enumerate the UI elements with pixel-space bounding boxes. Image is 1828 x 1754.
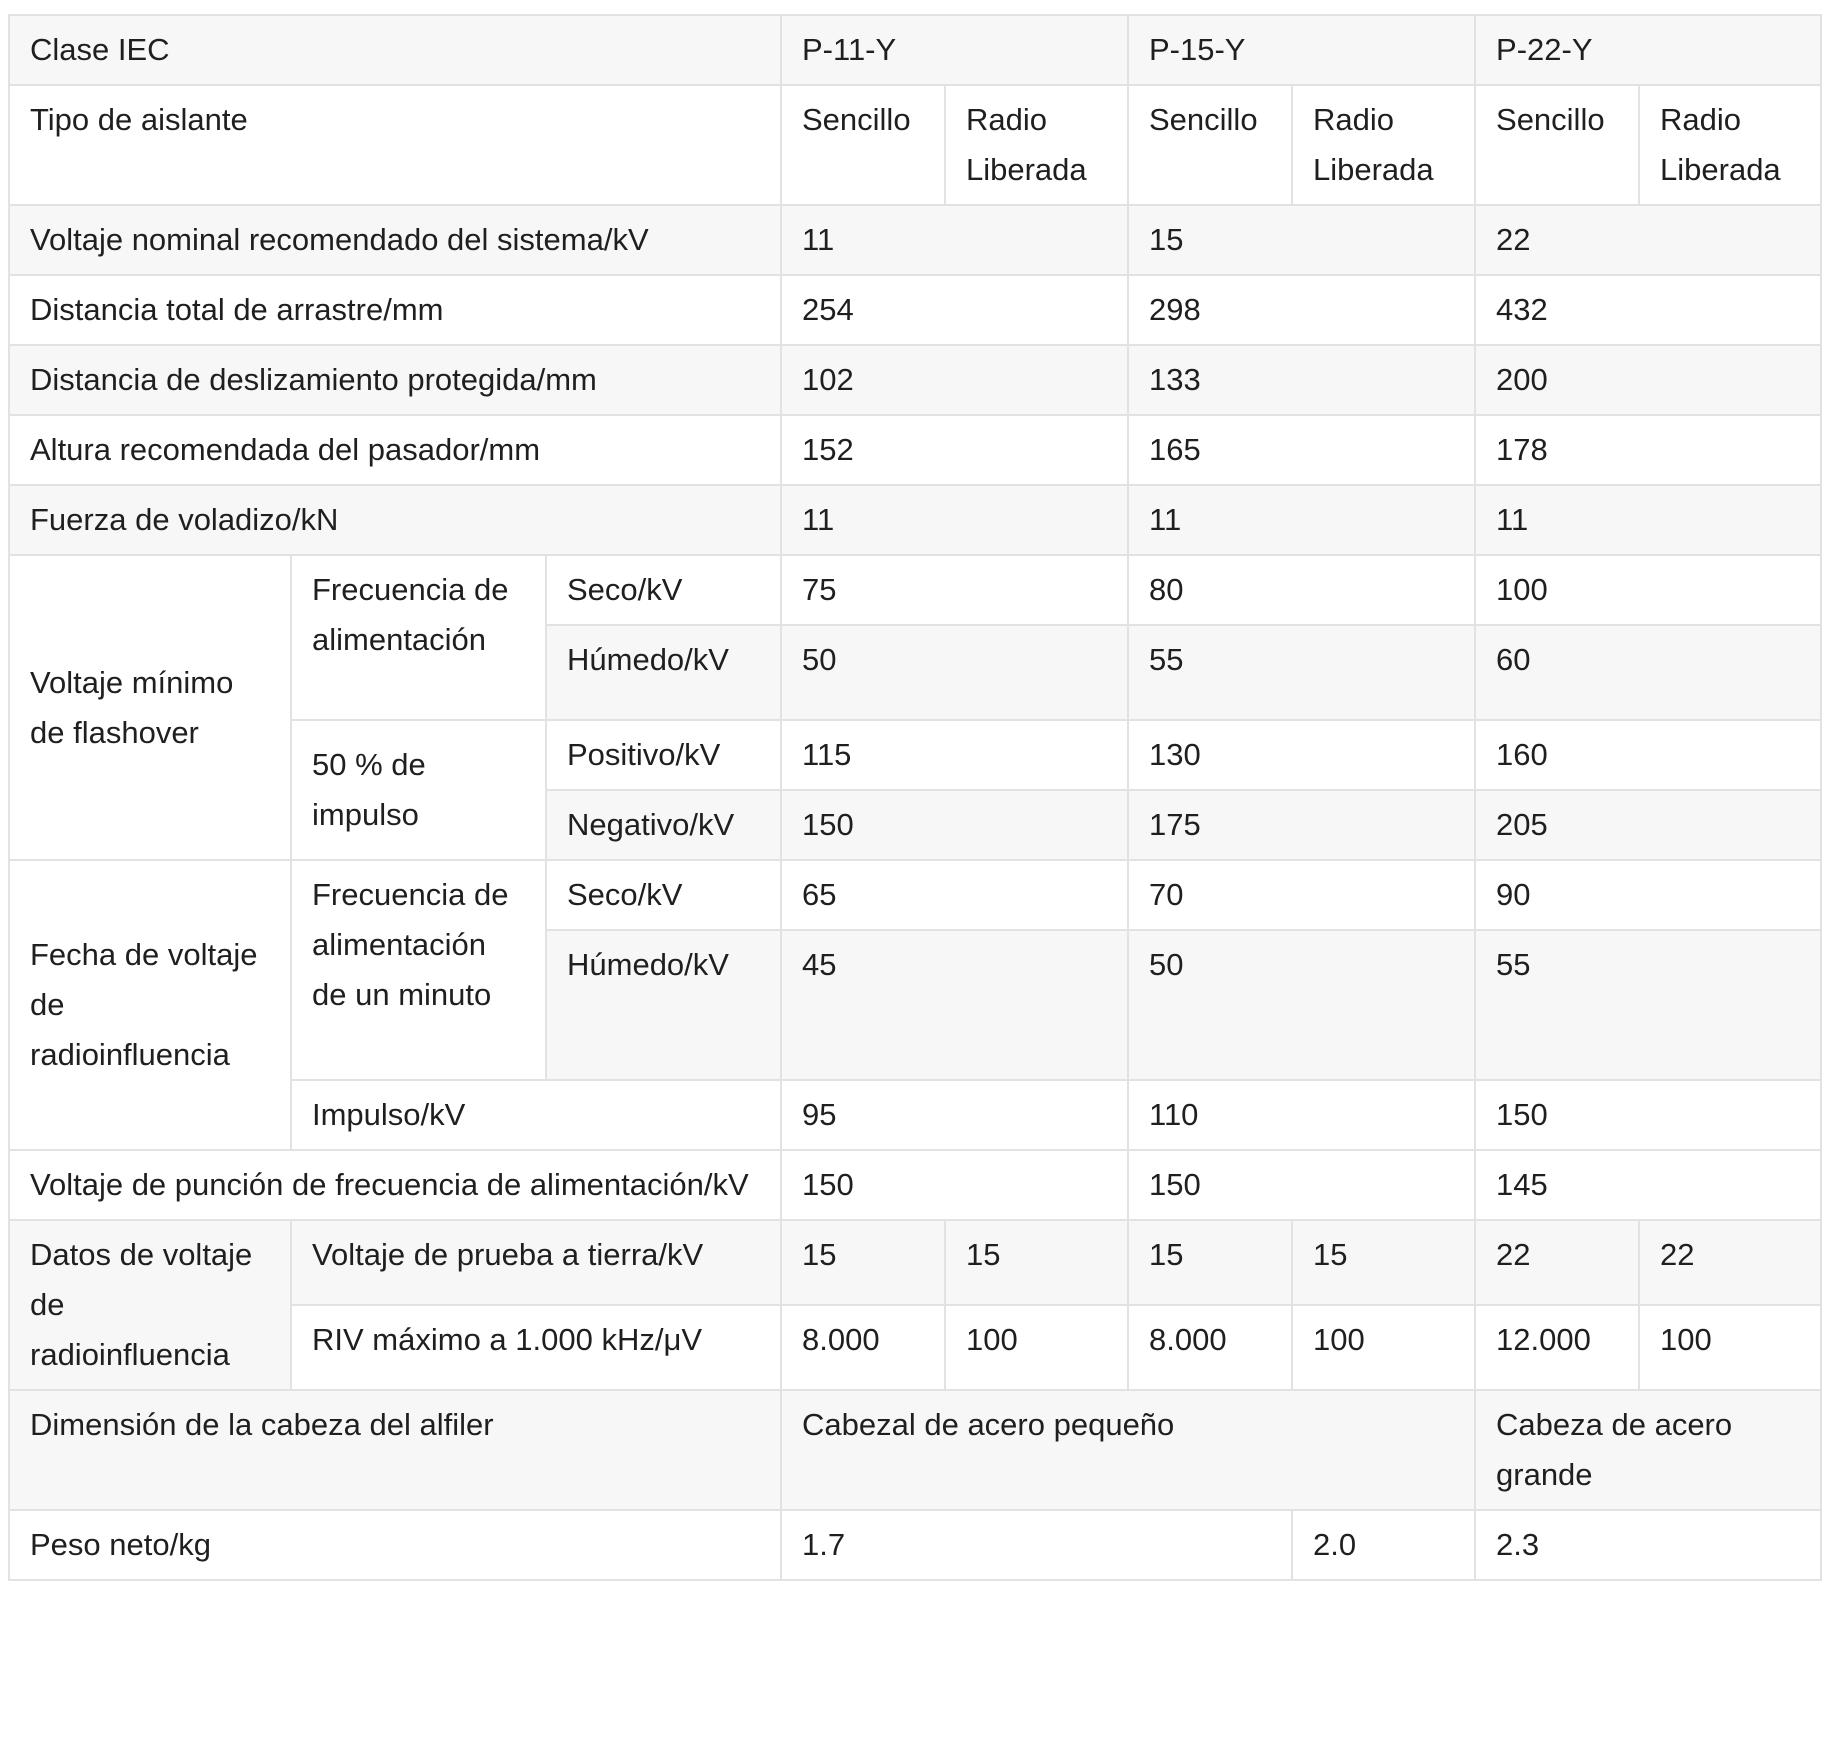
cell-value: 200 bbox=[1475, 345, 1821, 415]
cell-value: 22 bbox=[1475, 1220, 1639, 1305]
cell-value: 90 bbox=[1475, 860, 1821, 930]
table-row bbox=[9, 860, 1821, 930]
cell-value: 165 bbox=[1128, 415, 1475, 485]
sub-label-impulso-kv: Impulso/kV bbox=[291, 1080, 781, 1150]
cell-value: 102 bbox=[781, 345, 1128, 415]
row-label-datos-riv: Datos de voltaje de radioinfluencia bbox=[9, 1220, 291, 1390]
cell-value: 15 bbox=[1292, 1220, 1475, 1305]
sub-label-riv: RIV máximo a 1.000 kHz/μV bbox=[291, 1305, 781, 1390]
cell-value: Cabeza de acero grande bbox=[1475, 1390, 1821, 1510]
cell-value: 160 bbox=[1475, 720, 1821, 790]
cell-value: 254 bbox=[781, 275, 1128, 345]
header-p11: P-11-Y bbox=[781, 15, 1128, 85]
specifications-table bbox=[8, 14, 1822, 1581]
cell-value: 12.000 bbox=[1475, 1305, 1639, 1390]
table-row bbox=[9, 1510, 1821, 1580]
table-row bbox=[9, 205, 1821, 275]
cell-value: 8.000 bbox=[1128, 1305, 1292, 1390]
cell-value: 100 bbox=[1292, 1305, 1475, 1390]
cell-value: 70 bbox=[1128, 860, 1475, 930]
cell-value: 2.0 bbox=[1292, 1510, 1475, 1580]
cell-value: 11 bbox=[1128, 485, 1475, 555]
cell-value: 130 bbox=[1128, 720, 1475, 790]
cell-value: 298 bbox=[1128, 275, 1475, 345]
sub-label-positivo: Positivo/kV bbox=[546, 720, 781, 790]
row-label-cabeza: Dimensión de la cabeza del alfiler bbox=[9, 1390, 781, 1510]
cell-value: Cabezal de acero pequeño bbox=[781, 1390, 1475, 1510]
cell-value: 152 bbox=[781, 415, 1128, 485]
table-row bbox=[9, 345, 1821, 415]
cell-sencillo: Sencillo bbox=[781, 85, 945, 205]
row-label-voltaje-nominal: Voltaje nominal recomendado del sistema/kV bbox=[9, 205, 781, 275]
cell-value: 115 bbox=[781, 720, 1128, 790]
row-label-flashover: Voltaje mínimo de flashover bbox=[9, 555, 291, 860]
row-label-clase: Clase IEC bbox=[9, 15, 781, 85]
cell-value: 150 bbox=[781, 790, 1128, 860]
cell-value: 175 bbox=[1128, 790, 1475, 860]
table-row bbox=[9, 85, 1821, 205]
cell-value: 11 bbox=[781, 485, 1128, 555]
row-label-fuerza-voladizo: Fuerza de voladizo/kN bbox=[9, 485, 781, 555]
sub-label-humedo: Húmedo/kV bbox=[546, 625, 781, 720]
cell-radio-liberada: Radio Liberada bbox=[945, 85, 1128, 205]
cell-value: 65 bbox=[781, 860, 1128, 930]
row-label-puncion: Voltaje de punción de frecuencia de alimentación/kV bbox=[9, 1150, 781, 1220]
cell-value: 55 bbox=[1475, 930, 1821, 1080]
cell-value: 15 bbox=[1128, 205, 1475, 275]
table-row bbox=[9, 555, 1821, 625]
sub-label-impulso: 50 % de impulso bbox=[291, 720, 546, 860]
table-row bbox=[9, 15, 1821, 85]
cell-value: 145 bbox=[1475, 1150, 1821, 1220]
cell-value: 15 bbox=[1128, 1220, 1292, 1305]
table-row bbox=[9, 275, 1821, 345]
cell-value: 100 bbox=[1475, 555, 1821, 625]
cell-value: 8.000 bbox=[781, 1305, 945, 1390]
cell-sencillo: Sencillo bbox=[1128, 85, 1292, 205]
sub-label-humedo: Húmedo/kV bbox=[546, 930, 781, 1080]
cell-value: 11 bbox=[781, 205, 1128, 275]
sub-label-seco: Seco/kV bbox=[546, 555, 781, 625]
cell-value: 150 bbox=[1475, 1080, 1821, 1150]
sub-label-frecuencia: Frecuencia de alimentación bbox=[291, 555, 546, 720]
table-row bbox=[9, 485, 1821, 555]
row-label-peso: Peso neto/kg bbox=[9, 1510, 781, 1580]
sub-label-prueba: Voltaje de prueba a tierra/kV bbox=[291, 1220, 781, 1305]
cell-sencillo: Sencillo bbox=[1475, 85, 1639, 205]
row-label-altura-pasador: Altura recomendada del pasador/mm bbox=[9, 415, 781, 485]
cell-value: 55 bbox=[1128, 625, 1475, 720]
cell-value: 110 bbox=[1128, 1080, 1475, 1150]
cell-value: 133 bbox=[1128, 345, 1475, 415]
cell-radio-liberada: Radio Liberada bbox=[1292, 85, 1475, 205]
cell-radio-liberada: Radio Liberada bbox=[1639, 85, 1821, 205]
cell-value: 2.3 bbox=[1475, 1510, 1821, 1580]
table-row bbox=[9, 1220, 1821, 1305]
row-label-radioinfluencia: Fecha de voltaje de radioinfluencia bbox=[9, 860, 291, 1150]
table-row bbox=[9, 1390, 1821, 1510]
cell-value: 11 bbox=[1475, 485, 1821, 555]
header-p22: P-22-Y bbox=[1475, 15, 1821, 85]
cell-value: 1.7 bbox=[781, 1510, 1292, 1580]
sub-label-seco: Seco/kV bbox=[546, 860, 781, 930]
cell-value: 205 bbox=[1475, 790, 1821, 860]
sub-label-frecuencia-minuto: Frecuencia de alimentación de un minuto bbox=[291, 860, 546, 1080]
cell-value: 75 bbox=[781, 555, 1128, 625]
row-label-distancia-protegida: Distancia de deslizamiento protegida/mm bbox=[9, 345, 781, 415]
cell-value: 15 bbox=[945, 1220, 1128, 1305]
table-row bbox=[9, 1150, 1821, 1220]
spec-table-container bbox=[8, 14, 1822, 1581]
table-row bbox=[9, 415, 1821, 485]
cell-value: 150 bbox=[1128, 1150, 1475, 1220]
sub-label-negativo: Negativo/kV bbox=[546, 790, 781, 860]
cell-value: 432 bbox=[1475, 275, 1821, 345]
cell-value: 50 bbox=[1128, 930, 1475, 1080]
row-label-distancia-total: Distancia total de arrastre/mm bbox=[9, 275, 781, 345]
cell-value: 100 bbox=[945, 1305, 1128, 1390]
cell-value: 15 bbox=[781, 1220, 945, 1305]
header-p15: P-15-Y bbox=[1128, 15, 1475, 85]
cell-value: 50 bbox=[781, 625, 1128, 720]
cell-value: 22 bbox=[1639, 1220, 1821, 1305]
cell-value: 100 bbox=[1639, 1305, 1821, 1390]
cell-value: 150 bbox=[781, 1150, 1128, 1220]
cell-value: 22 bbox=[1475, 205, 1821, 275]
row-label-tipo: Tipo de aislante bbox=[9, 85, 781, 205]
cell-value: 45 bbox=[781, 930, 1128, 1080]
cell-value: 95 bbox=[781, 1080, 1128, 1150]
cell-value: 80 bbox=[1128, 555, 1475, 625]
cell-value: 178 bbox=[1475, 415, 1821, 485]
cell-value: 60 bbox=[1475, 625, 1821, 720]
